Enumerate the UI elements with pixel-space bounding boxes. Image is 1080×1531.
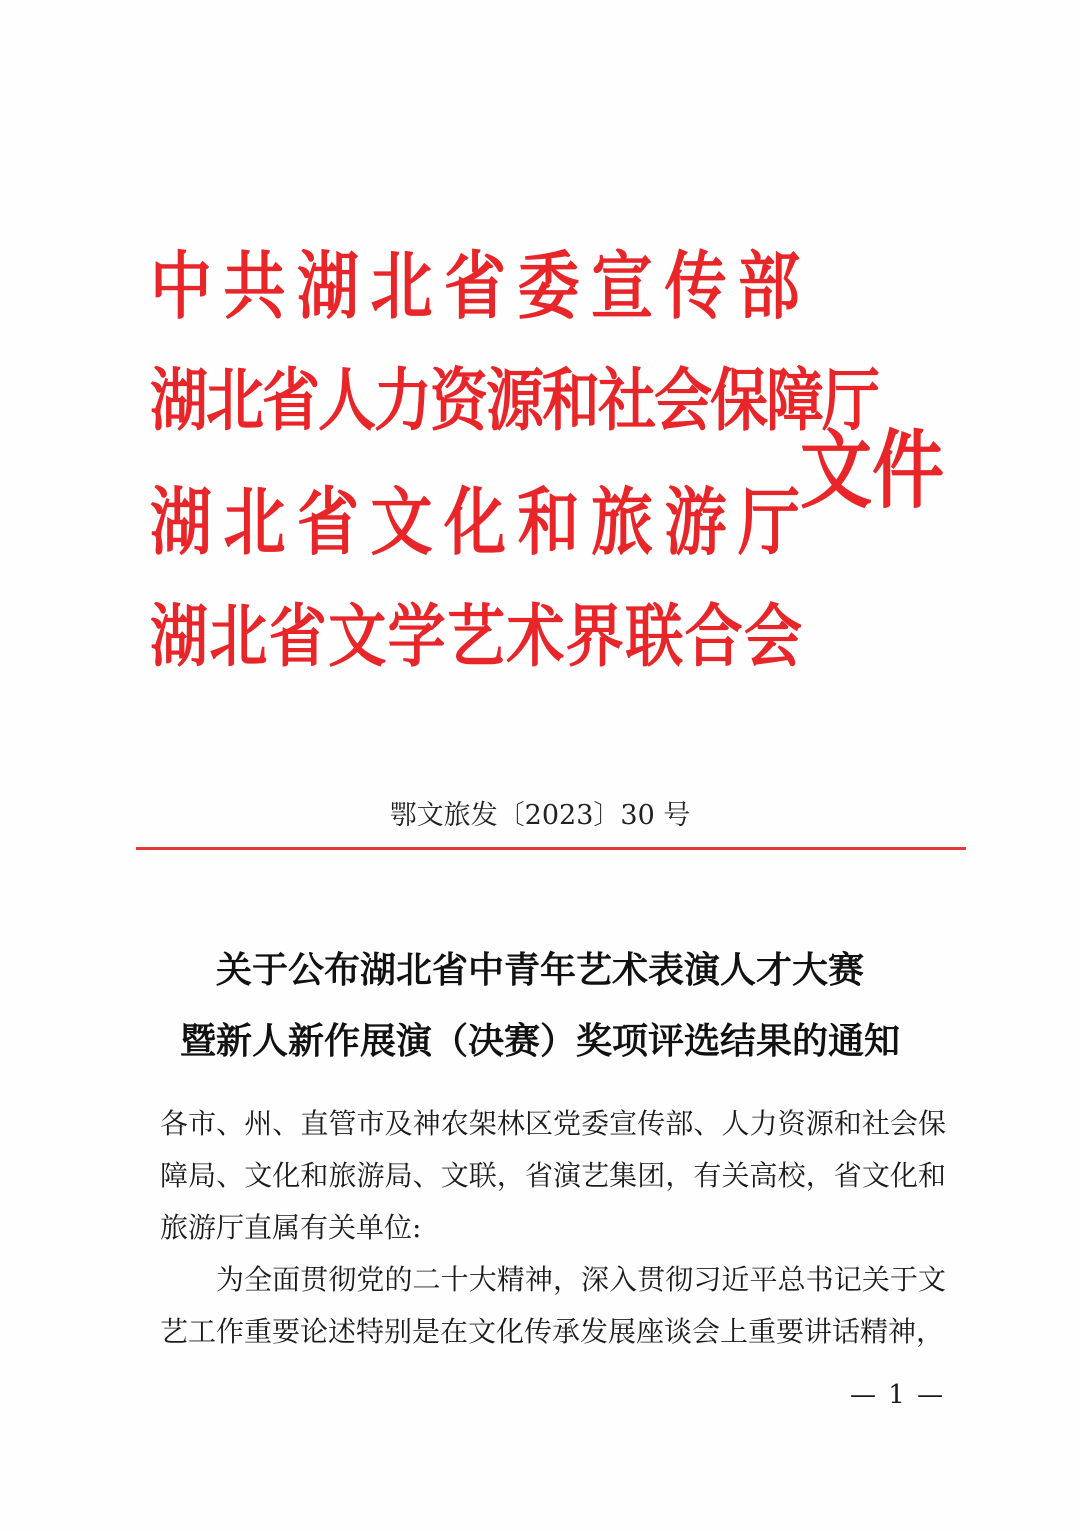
- body-paragraph-1: 为全面贯彻党的二十大精神，深入贯彻习近平总书记关于文艺工作重要论述特别是在文化传承发展座谈会上重要讲话精神，: [160, 1263, 946, 1348]
- issuer-culture-tourism-department: 湖北省文化和旅游厅: [150, 478, 800, 566]
- red-letterhead: [150, 228, 960, 708]
- page-number: — 1 —: [850, 1380, 946, 1410]
- red-separator-line: [136, 847, 966, 850]
- notice-title-line-1: 关于公布湖北省中青年艺术表演人才大赛: [215, 949, 864, 991]
- issuer-literature-art-federation: 湖北省文学艺术界联合会: [150, 596, 800, 677]
- notice-title: [120, 935, 960, 1077]
- notice-title-line-2: 暨新人新作展演（决赛）奖项评选结果的通知: [179, 1020, 900, 1062]
- addressees-paragraph: 各市、州、直管市及神农架林区党委宣传部、人力资源和社会保障局、文化和旅游局、文联，省演艺集团，有关高校，省文化和旅游厅直属有关单位:: [160, 1107, 946, 1244]
- issuer-propaganda-department: 中共湖北省委宣传部: [150, 242, 800, 330]
- body-text: [160, 1098, 946, 1358]
- document-type-label: 文件: [800, 420, 945, 521]
- issuer-human-resources-department: 湖北省人力资源和社会保障厅: [150, 360, 879, 441]
- document-number: 鄂文旅发〔2023〕30 号: [389, 800, 691, 831]
